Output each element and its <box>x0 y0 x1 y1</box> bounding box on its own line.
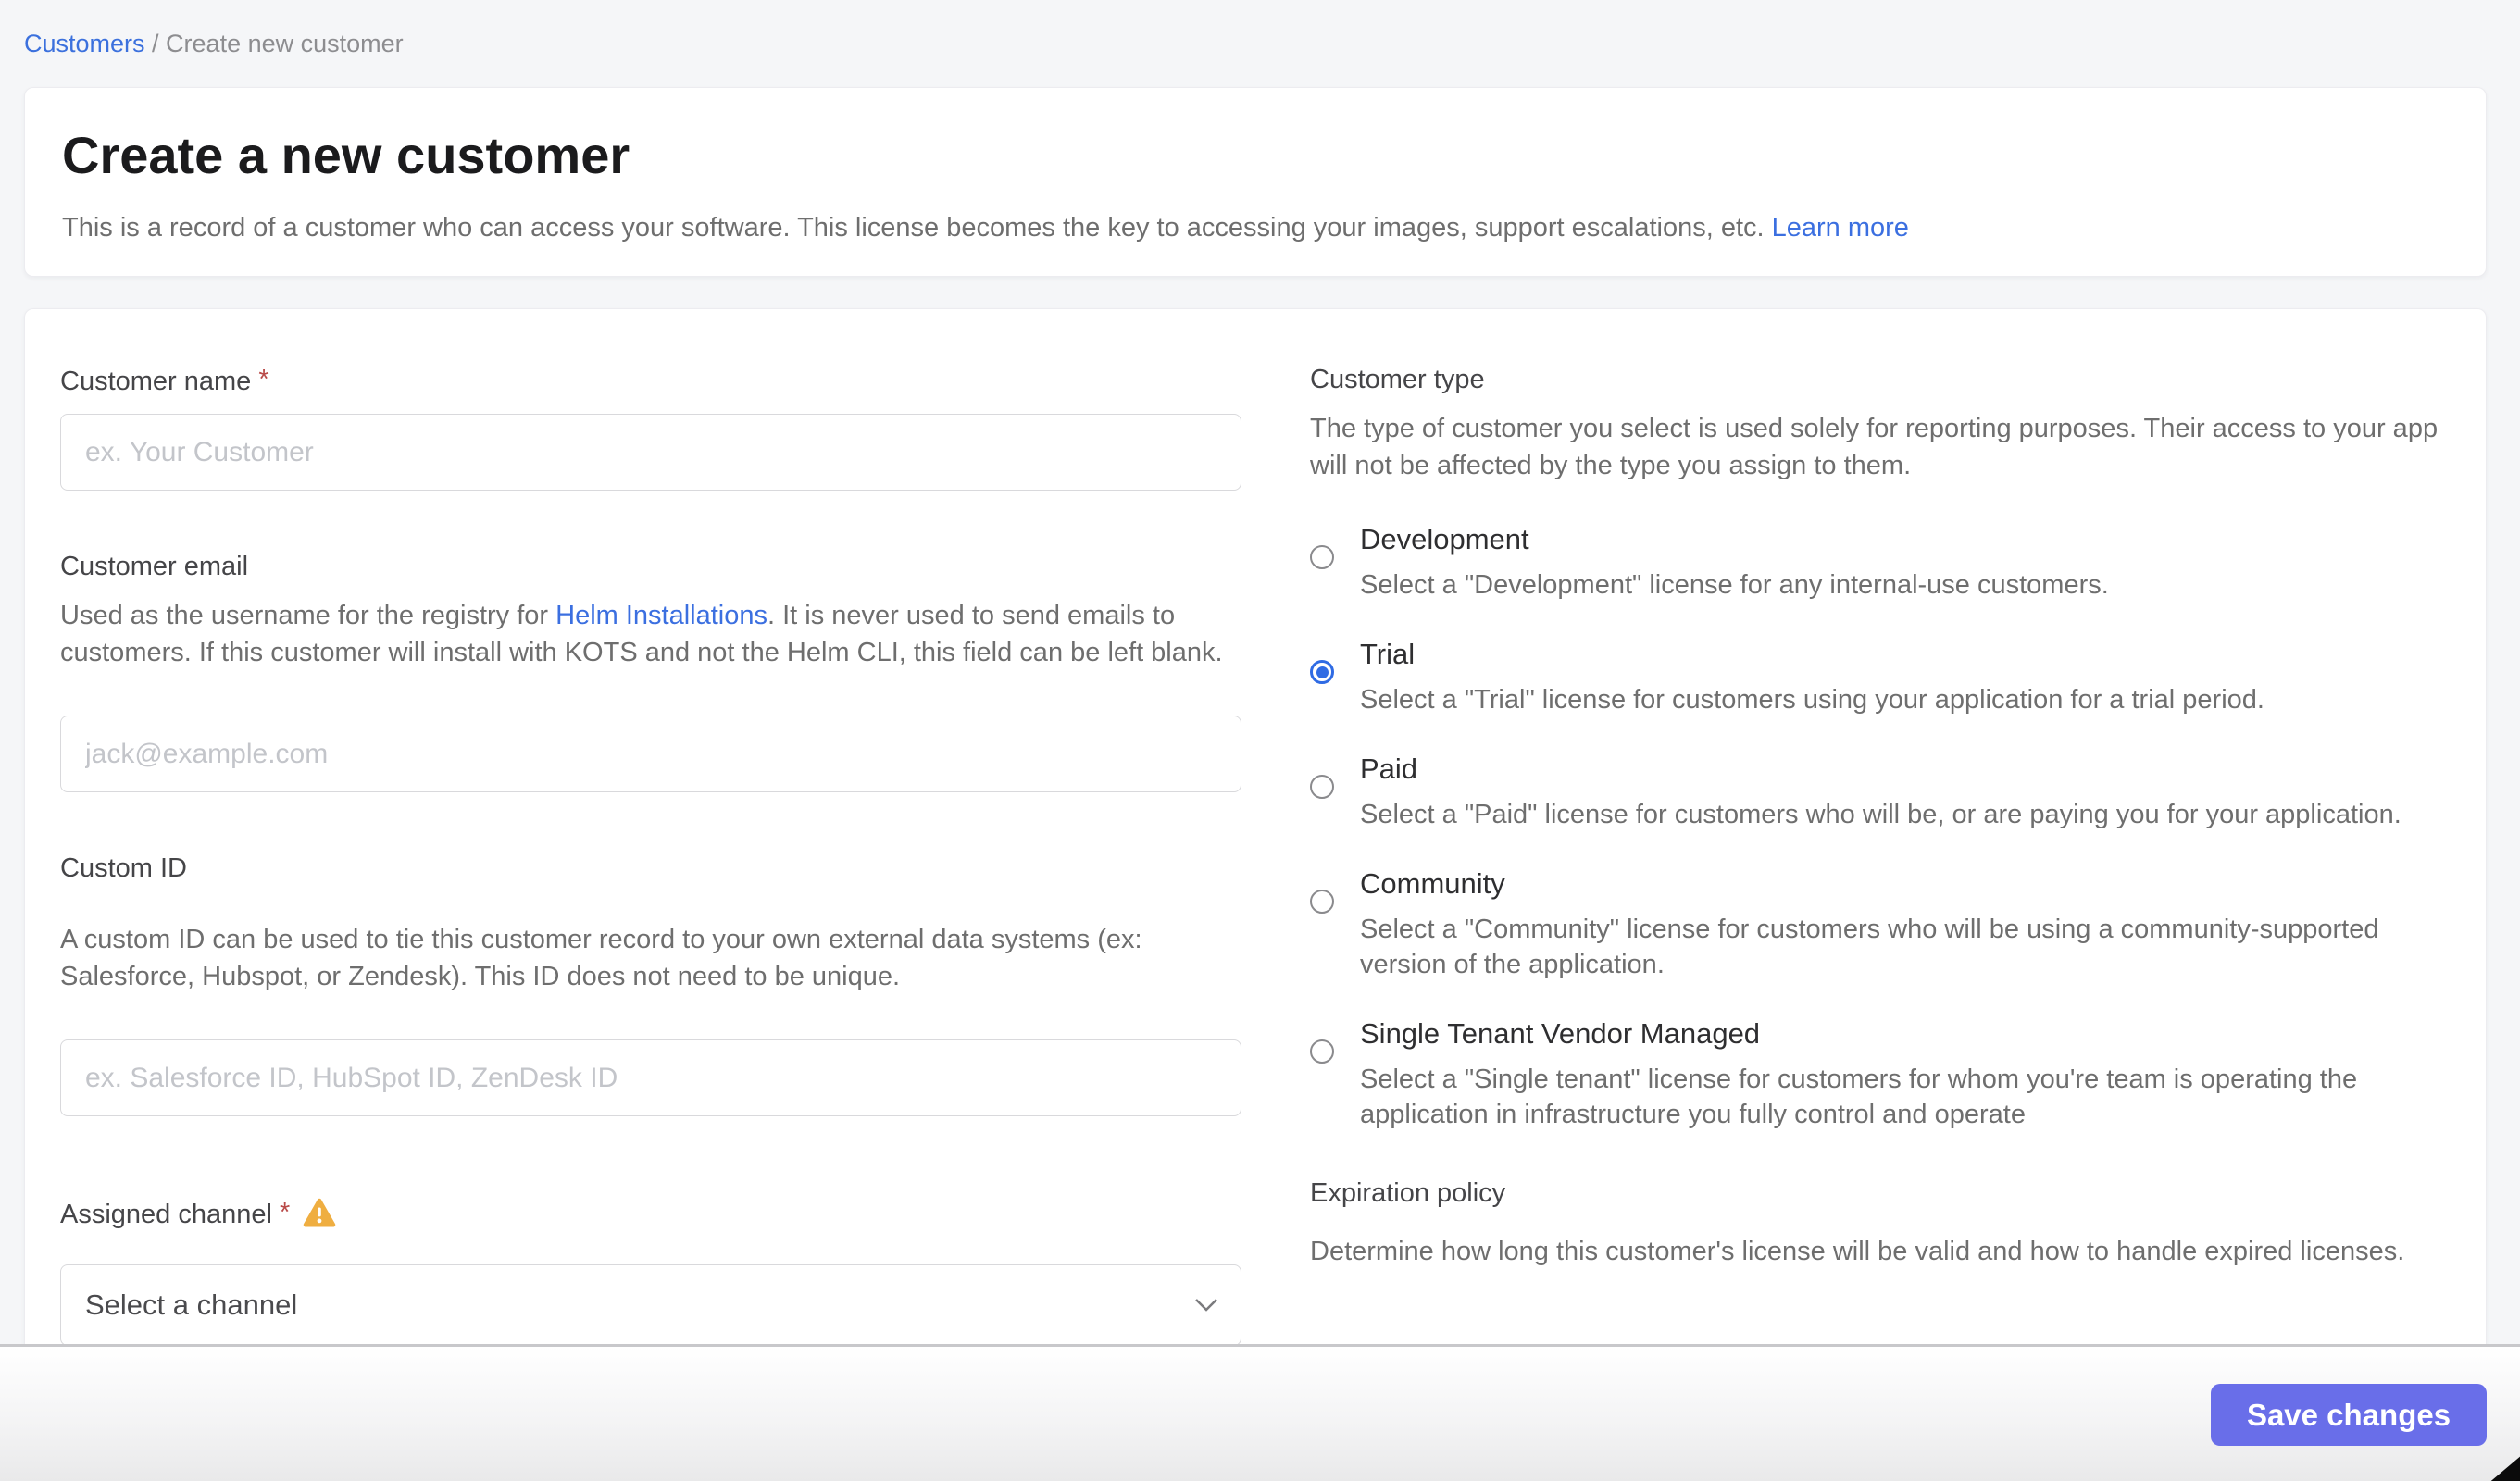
form-left-column <box>60 365 1241 1345</box>
expiration-policy-label: Expiration policy <box>1310 1178 1506 1208</box>
assigned-channel-select[interactable] <box>60 1264 1241 1345</box>
breadcrumb <box>24 30 404 58</box>
option-community[interactable] <box>1310 867 2449 982</box>
option-trial-title: Trial <box>1360 638 1416 670</box>
required-asterisk: * <box>279 1198 291 1227</box>
option-paid[interactable] <box>1310 753 2449 832</box>
helm-installations-link[interactable]: Helm Installations <box>555 601 768 630</box>
save-changes-button[interactable]: Save changes <box>2211 1384 2487 1446</box>
required-asterisk: * <box>258 365 269 394</box>
form-footer-bar <box>0 1344 2520 1481</box>
customer-type-options <box>1310 523 2449 1132</box>
page-description: This is a record of a customer who can access your software. This license becomes the key to accessing your images, support escalations, etc. Learn more <box>62 213 1909 243</box>
custom-id-field <box>60 853 1241 1116</box>
option-single-tenant-description: Select a "Single tenant" license for customers for whom you're team is operating the application in infrastructure you fully control and operate <box>1360 1064 2358 1129</box>
option-paid-description: Select a "Paid" license for customers who will be, or are paying you for your application. <box>1360 800 2401 829</box>
option-development[interactable] <box>1310 523 2449 603</box>
option-trial[interactable] <box>1310 638 2449 717</box>
option-development-title: Development <box>1360 523 1529 555</box>
option-community-title: Community <box>1360 867 1505 900</box>
option-trial-description: Select a "Trial" license for customers using your application for a trial period. <box>1360 685 2264 715</box>
expiration-policy-section <box>1310 1178 2449 1270</box>
option-single-tenant-title: Single Tenant Vendor Managed <box>1360 1017 1761 1050</box>
custom-id-helper: A custom ID can be used to tie this customer record to your own external data systems (ex: Salesforce, Hubspot, or Zendesk). This ID does not need to be unique. <box>60 925 1142 991</box>
radio-paid[interactable] <box>1310 775 1334 799</box>
customer-type-description: The type of customer you select is used solely for reporting purposes. Their access to your app will not be affected by the type you assign to them. <box>1310 414 2439 480</box>
radio-trial[interactable] <box>1310 660 1334 684</box>
option-community-description: Select a "Community" license for customers who will be using a community-supported version of the application. <box>1360 915 2379 979</box>
customer-email-field <box>60 552 1241 792</box>
radio-community[interactable] <box>1310 890 1334 914</box>
customer-email-label: Customer email <box>60 552 249 581</box>
breadcrumb-current: / Create new customer <box>152 30 404 57</box>
custom-id-input[interactable] <box>60 1039 1241 1116</box>
form-right-column <box>1310 365 2449 1345</box>
assigned-channel-field <box>60 1198 1241 1345</box>
customer-type-label: Customer type <box>1310 365 1485 394</box>
chevron-down-icon <box>1194 1298 1218 1313</box>
radio-single-tenant[interactable] <box>1310 1039 1334 1064</box>
warning-icon <box>303 1198 336 1233</box>
page-header-card <box>24 87 2487 277</box>
customer-email-helper: Used as the username for the registry for Helm Installations. It is never used to send emails to customers. If this customer will install with KOTS and not the Helm CLI, this field can be left blank. <box>60 601 1223 667</box>
learn-more-link[interactable]: Learn more <box>1771 213 1909 243</box>
option-development-description: Select a "Development" license for any internal-use customers. <box>1360 570 2109 600</box>
expiration-policy-description: Determine how long this customer's license will be valid and how to handle expired licenses. <box>1310 1237 2405 1266</box>
option-single-tenant[interactable] <box>1310 1017 2449 1132</box>
customer-name-input[interactable] <box>60 414 1241 491</box>
option-paid-title: Paid <box>1360 753 1418 785</box>
page-title: Create a new customer <box>62 126 630 184</box>
breadcrumb-customers-link[interactable]: Customers <box>24 30 145 57</box>
customer-name-label: Customer name <box>60 367 252 396</box>
assigned-channel-selected-value: Select a channel <box>85 1288 298 1321</box>
customer-email-input[interactable] <box>60 716 1241 792</box>
customer-name-field <box>60 365 1241 491</box>
assigned-channel-label: Assigned channel <box>60 1200 272 1229</box>
radio-development[interactable] <box>1310 545 1334 569</box>
create-customer-form-card <box>24 308 2487 1345</box>
custom-id-label: Custom ID <box>60 853 187 883</box>
